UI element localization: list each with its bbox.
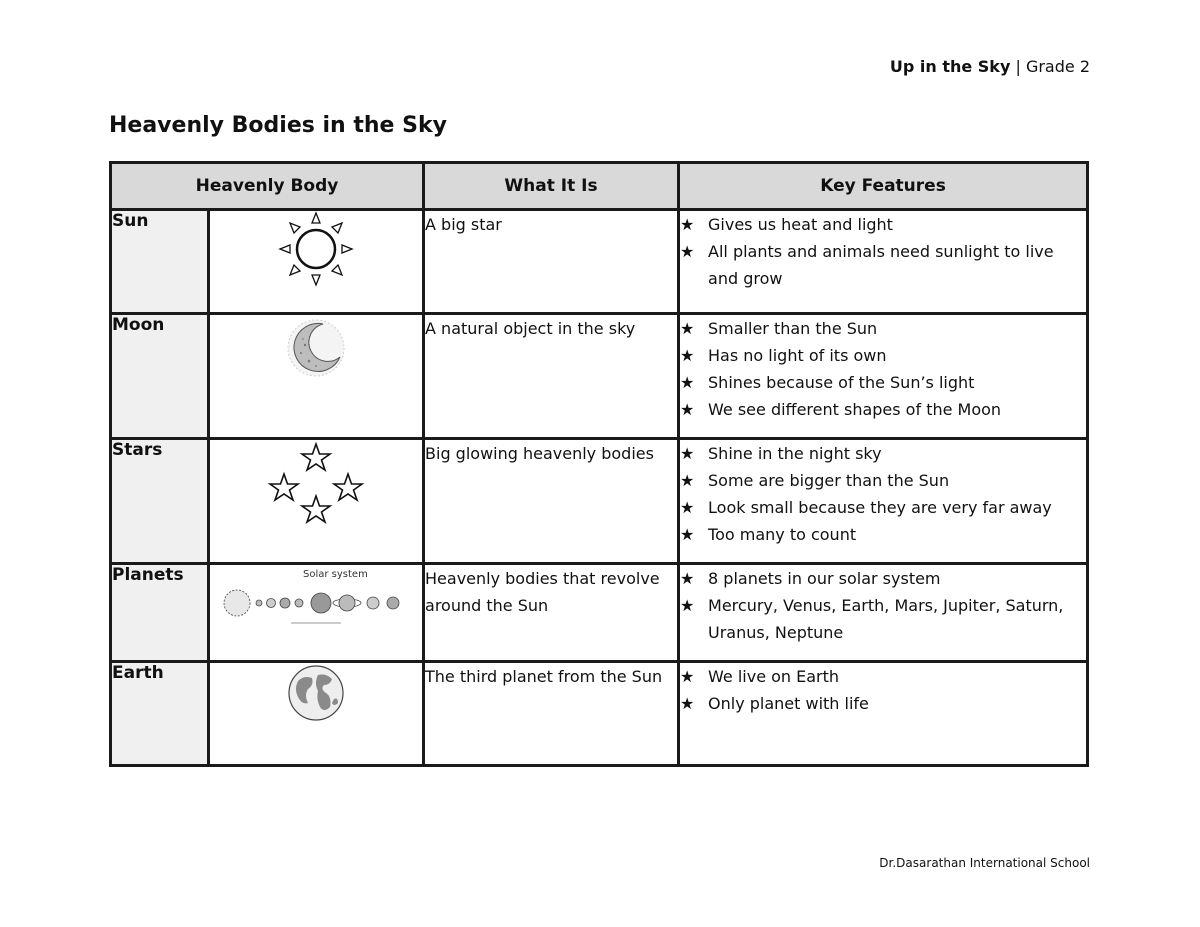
body-features — [679, 314, 1088, 439]
body-image-cell — [209, 564, 424, 662]
list-item: ★ All plants and animals need sunlight to live and grow — [680, 238, 1086, 292]
solar-system-icon — [221, 565, 411, 631]
star-bullet-icon: ★ — [680, 444, 695, 463]
body-description: A big star — [424, 210, 679, 314]
star-bullet-icon: ★ — [680, 694, 695, 713]
body-name: Moon — [111, 314, 209, 439]
body-features — [679, 210, 1088, 314]
star-bullet-icon: ★ — [680, 400, 695, 419]
star-bullet-icon: ★ — [680, 373, 695, 392]
star-bullet-icon: ★ — [680, 596, 695, 615]
body-description: The third planet from the Sun — [424, 662, 679, 766]
page-title: Heavenly Bodies in the Sky — [109, 113, 447, 138]
school-footer: Dr.Dasarathan International School — [879, 856, 1090, 870]
list-item: ★ We live on Earth — [680, 663, 1086, 690]
heavenly-bodies-table — [109, 161, 1089, 767]
body-image-cell — [209, 314, 424, 439]
list-item: ★ Look small because they are very far away — [680, 494, 1086, 521]
list-item: ★ Some are bigger than the Sun — [680, 467, 1086, 494]
moon-icon — [283, 315, 349, 381]
header-separator: | — [1015, 57, 1021, 76]
star-bullet-icon: ★ — [680, 471, 695, 490]
body-name: Sun — [111, 210, 209, 314]
body-name: Earth — [111, 662, 209, 766]
table-row-planets — [111, 564, 1088, 662]
body-features — [679, 662, 1088, 766]
body-description: Heavenly bodies that revolve around the Sun — [424, 564, 679, 662]
body-description: A natural object in the sky — [424, 314, 679, 439]
body-features — [679, 439, 1088, 564]
table-row-earth — [111, 662, 1088, 766]
unit-title: Up in the Sky — [889, 57, 1011, 76]
body-name: Planets — [111, 564, 209, 662]
body-image-cell — [209, 210, 424, 314]
list-item: ★ Mercury, Venus, Earth, Mars, Jupiter, Saturn, Uranus, Neptune — [680, 592, 1086, 646]
sun-icon — [278, 211, 354, 287]
star-bullet-icon: ★ — [680, 498, 695, 517]
list-item: ★ Too many to count — [680, 521, 1086, 548]
table-header-row — [111, 163, 1088, 210]
table-row-stars — [111, 439, 1088, 564]
star-bullet-icon: ★ — [680, 319, 695, 338]
list-item: ★ Shines because of the Sun’s light — [680, 369, 1086, 396]
star-bullet-icon: ★ — [680, 242, 695, 261]
list-item: ★ Shine in the night sky — [680, 440, 1086, 467]
table-row-moon — [111, 314, 1088, 439]
star-bullet-icon: ★ — [680, 525, 695, 544]
list-item: ★ Gives us heat and light — [680, 211, 1086, 238]
list-item: ★ Has no light of its own — [680, 342, 1086, 369]
list-item: ★ Smaller than the Sun — [680, 315, 1086, 342]
column-header-features: Key Features — [679, 163, 1088, 210]
star-bullet-icon: ★ — [680, 346, 695, 365]
body-image-cell — [209, 439, 424, 564]
body-description: Big glowing heavenly bodies — [424, 439, 679, 564]
stars-icon — [264, 440, 368, 530]
page-header — [890, 57, 1090, 76]
list-item: ★ We see different shapes of the Moon — [680, 396, 1086, 423]
grade-label: Grade 2 — [1025, 57, 1090, 76]
solar-system-caption: Solar system — [303, 569, 368, 580]
body-features — [679, 564, 1088, 662]
body-image-cell — [209, 662, 424, 766]
earth-globe-icon — [286, 663, 346, 723]
star-bullet-icon: ★ — [680, 569, 695, 588]
column-header-body: Heavenly Body — [111, 163, 424, 210]
list-item: ★ 8 planets in our solar system — [680, 565, 1086, 592]
body-name: Stars — [111, 439, 209, 564]
table-row-sun — [111, 210, 1088, 314]
star-bullet-icon: ★ — [680, 215, 695, 234]
star-bullet-icon: ★ — [680, 667, 695, 686]
column-header-what: What It Is — [424, 163, 679, 210]
list-item: ★ Only planet with life — [680, 690, 1086, 717]
